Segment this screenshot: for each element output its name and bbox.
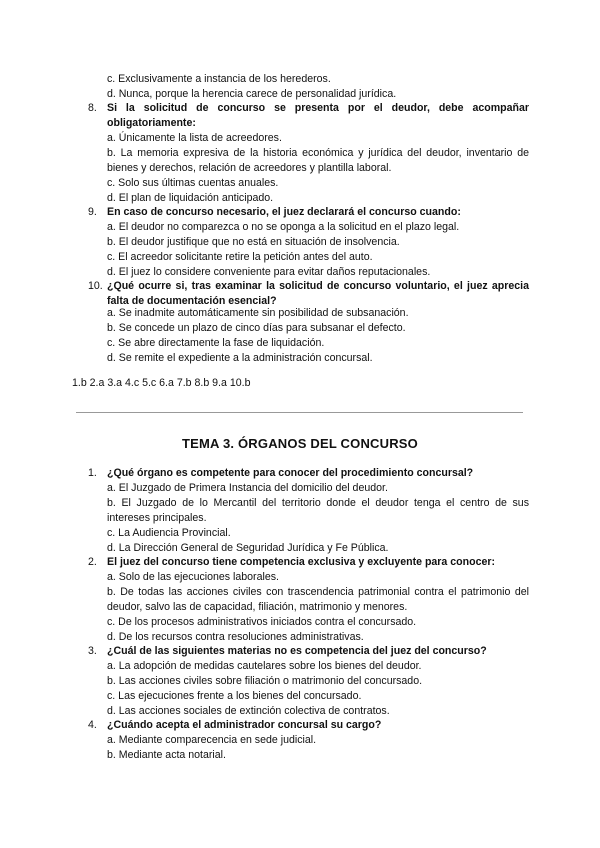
t3q2-option-a: a. Solo de las ejecuciones laborales. [107, 571, 279, 583]
q9-option-b: b. El deudor justifique que no está en situación de insolvencia. [107, 236, 400, 248]
t3q2-option-c: c. De los procesos administrativos iniciados contra el concursado. [107, 616, 417, 628]
question-text: ¿Cuál de las siguientes materias no es competencia del juez del concurso? [107, 645, 487, 657]
t3q1-option-a: a. El Juzgado de Primera Instancia del domicilio del deudor. [107, 482, 388, 494]
q10-option-d: d. Se remite el expediente a la administración concursal. [107, 352, 373, 364]
q8-option-c: c. Solo sus últimas cuentas anuales. [107, 177, 279, 189]
t3q2-option-d: d. De los recursos contra resoluciones administrativas. [107, 631, 364, 643]
q8-option-d: d. El plan de liquidación anticipado. [107, 192, 274, 204]
t3q3-option-a: a. La adopción de medidas cautelares sobre los bienes del deudor. [107, 660, 422, 672]
question-text: ¿Cuándo acepta el administrador concursal su cargo? [107, 719, 382, 731]
tema3-question-1 [88, 466, 529, 481]
question-10 [88, 279, 529, 309]
tema3-question-2 [88, 555, 529, 570]
section-divider [76, 412, 523, 413]
tema3-question-4 [88, 718, 529, 733]
t3q3-option-d: d. Las acciones sociales de extinción colectiva de contratos. [107, 705, 390, 717]
question-number: 8. [88, 102, 97, 114]
t3q1-option-b: b. El Juzgado de lo Mercantil del territorio donde el deudor tenga el centro de sus intereses principales. [107, 497, 529, 524]
q9-option-c: c. El acreedor solicitante retire la petición antes del auto. [107, 251, 373, 263]
question-number: 1. [88, 467, 97, 479]
t3q3-option-b: b. Las acciones civiles sobre filiación o matrimonio del concursado. [107, 675, 423, 687]
q9-option-a: a. El deudor no comparezca o no se oponga a la solicitud en el plazo legal. [107, 221, 460, 233]
t3q4-option-a: a. Mediante comparecencia en sede judicial. [107, 734, 317, 746]
t3q2-option-b: b. De todas las acciones civiles con trascendencia patrimonial contra el patrimonio del deudor, salvo las de capacidad, filiación, matrimonio y menores. [107, 586, 529, 613]
tema3-question-3 [88, 644, 529, 659]
t3q4-option-b: b. Mediante acta notarial. [107, 749, 226, 761]
question-text: ¿Qué ocurre si, tras examinar la solicitud de concurso voluntario, el juez aprecia falta de documentación esencial? [107, 280, 529, 307]
q10-option-b: b. Se concede un plazo de cinco días para subsanar el defecto. [107, 322, 406, 334]
q8-option-a: a. Únicamente la lista de acreedores. [107, 132, 282, 144]
t3q3-option-c: c. Las ejecuciones frente a los bienes del concursado. [107, 690, 362, 702]
question-number: 4. [88, 719, 97, 731]
question-9 [88, 205, 529, 220]
question-number: 9. [88, 206, 97, 218]
answer-key: 1.b 2.a 3.a 4.c 5.c 6.a 7.b 8.b 9.a 10.b [72, 377, 251, 389]
question-text: ¿Qué órgano es competente para conocer del procedimiento concursal? [107, 467, 474, 479]
question-number: 10. [88, 280, 103, 292]
question-number: 3. [88, 645, 97, 657]
q7-option-d: d. Nunca, porque la herencia carece de personalidad jurídica. [107, 88, 397, 100]
q9-option-d: d. El juez lo considere conveniente para evitar daños reputacionales. [107, 266, 431, 278]
t3q1-option-c: c. La Audiencia Provincial. [107, 527, 231, 539]
question-8 [88, 101, 529, 131]
t3q1-option-d: d. La Dirección General de Seguridad Jurídica y Fe Pública. [107, 542, 389, 554]
q7-option-c: c. Exclusivamente a instancia de los herederos. [107, 73, 331, 85]
question-text: En caso de concurso necesario, el juez declarará el concurso cuando: [107, 206, 461, 218]
question-text: Si la solicitud de concurso se presenta por el deudor, debe acompañar obligatoriamente: [107, 102, 529, 129]
question-text: El juez del concurso tiene competencia exclusiva y excluyente para conocer: [107, 556, 496, 568]
question-number: 2. [88, 556, 97, 568]
section-title: TEMA 3. ÓRGANOS DEL CONCURSO [181, 436, 418, 451]
q10-option-c: c. Se abre directamente la fase de liquidación. [107, 337, 325, 349]
q10-option-a: a. Se inadmite automáticamente sin posibilidad de subsanación. [107, 307, 409, 319]
q8-option-b: b. La memoria expresiva de la historia económica y jurídica del deudor, inventario de bienes y derechos, relación de acreedores y plantilla laboral. [107, 147, 529, 174]
